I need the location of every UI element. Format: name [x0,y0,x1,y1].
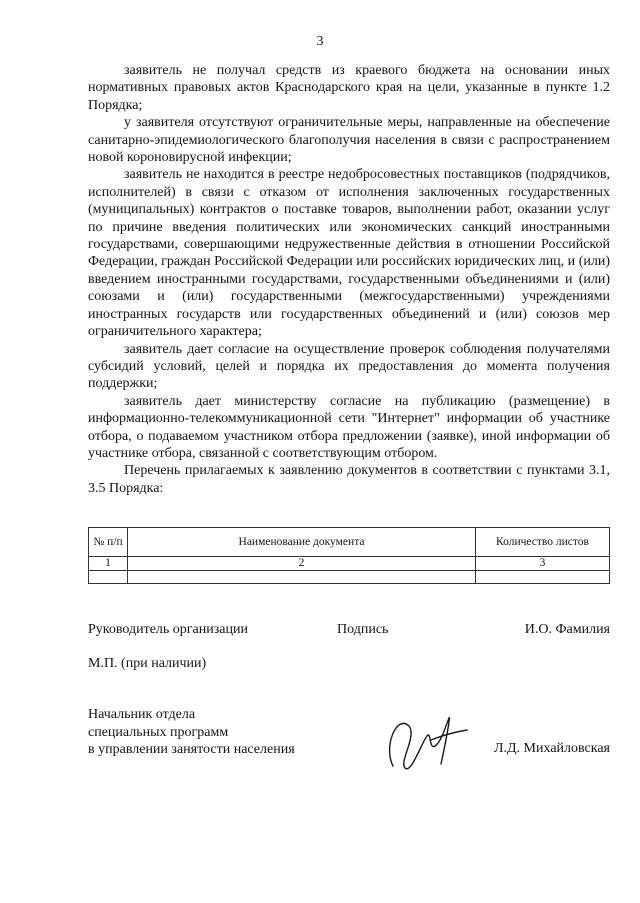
paragraph-3: заявитель не находится в реестре недобросовестных поставщиков (подрядчиков, исполнителей) в связи с отказом от исполнения заключенных государственных (муниципальных) контрактов о поставке товаров, выполнении работ, оказании услуг по причине введения политических или экономических санкций иностранными государствами, совершающими недружественные действия в отношении Российской Федерации, граждан Российской Федерации или российских юридических лиц, и (или) введением иностранными государствами, государственными объединениями и (или) союзами и (или) государственными (межгосударственными) учреждениями иностранных государств или государственных объединений и (или) союзов мер ограничительного характера; [88,167,610,340]
page-number: 3 [316,34,324,49]
body-text [88,62,610,497]
header-number: № п/п [89,528,128,557]
paragraph-2: у заявителя отсутствуют ограничительные меры, направленные на обеспечение санитарно-эпидемиологического благополучия населения в связи с распространением новой короновирусной инфекции; [88,115,610,166]
header-document-name: Наименование документа [128,528,476,557]
chief-position [88,706,295,759]
signature-label: Подпись [337,622,389,637]
table-cell: 1 [89,557,128,571]
head-of-organization-label: Руководитель организации [88,622,248,637]
stamp-note: М.П. (при наличии) [88,656,207,671]
table-cell [476,571,610,584]
table-cell [128,571,476,584]
table-cell: 3 [476,557,610,571]
table-row [89,557,610,571]
chief-position-line: Начальник отдела [88,707,196,722]
chief-position-line: в управлении занятости населения [88,742,295,757]
paragraph-4: заявитель дает согласие на осуществление проверок соблюдения получателями субсидий условий, целей и порядка их предоставления до момента получения поддержки; [88,341,610,392]
paragraph-1: заявитель не получал средств из краевого бюджета на основании иных нормативных правовых актов Краснодарского края на цели, указанные в пункте 1.2 Порядка; [88,63,610,113]
table-header-row [89,528,610,557]
table-row [89,571,610,584]
paragraph-6: Перечень прилагаемых к заявлению документов в соответствии с пунктами 3.1, 3.5 Порядка: [88,463,610,496]
table-cell: 2 [128,557,476,571]
header-sheet-count: Количество листов [476,528,610,557]
chief-name: Л.Д. Михайловская [494,741,610,756]
signature-row [88,622,610,640]
paragraph-5: заявитель дает министерству согласие на публикацию (размещение) в информационно-телекоммуникационной сети "Интернет" информации об участнике отбора, о подаваемом участником отбора предложении (заявке), иной информации об участнике отбора, связанной с соответствующим отбором. [88,393,610,461]
handwritten-signature [375,706,475,781]
documents-table [88,527,610,584]
table-cell [89,571,128,584]
full-name-label: И.О. Фамилия [524,622,610,637]
chief-position-line: специальных программ [88,724,229,740]
